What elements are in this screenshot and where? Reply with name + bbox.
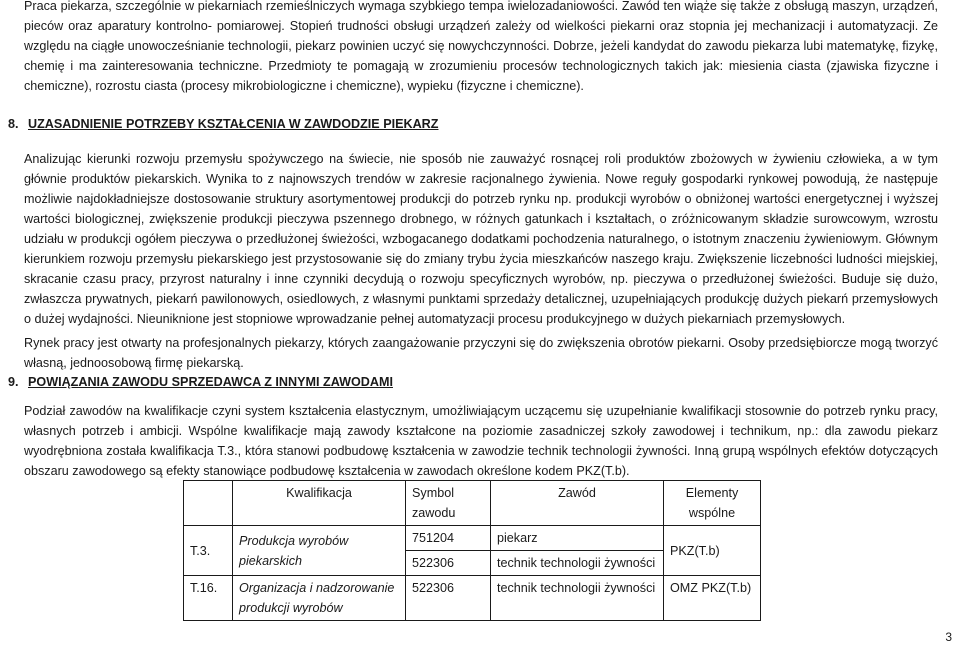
table-cell: 522306	[406, 551, 491, 576]
section-heading-8	[8, 117, 438, 131]
table-header-cell: Zawód	[491, 481, 664, 526]
table-cell: technik technologii żywności	[491, 551, 664, 576]
table-header-row	[184, 481, 761, 526]
table-cell: T.3.	[184, 526, 233, 576]
table-cell: T.16.	[184, 576, 233, 621]
section-title: UZASADNIENIE POTRZEBY KSZTAŁCENIA W ZAWDODZIE PIEKARZ	[28, 117, 439, 131]
table-cell: 522306	[406, 576, 491, 621]
intro-paragraph: Praca piekarza, szczególnie w piekarniach rzemieślniczych wymaga szybkiego tempa iwielozadaniowości. Zawód ten wiąże się także z obsługą maszyn, urządzeń, pieców oraz aparatury kontrolno- pomiarowej. Stopień trudności obsługi urządzeń zależy od wielkości piekarni oraz stopnia jej mechanizacji i automatyzacji. Ze względu na ciągłe unowocześnianie technologii, piekarz powinien uczyć się nowychczynności. Dobrze, jeżeli kandydat do zawodu piekarza lubi matematykę, fizykę, chemię i ma zainteresowania techniczne. Przedmioty te pomagają w zrozumieniu procesów technologicznych takich jak: miesienia ciasta (zjawiska fizyczne i chemiczne), rozrostu ciasta (procesy mikrobiologiczne i chemiczne), wypieku (fizyczne i chemiczne).	[24, 0, 938, 93]
page-number: 3	[945, 630, 952, 644]
table-header-cell: Elementy wspólne	[664, 481, 761, 526]
table-row	[184, 576, 761, 621]
table-cell: piekarz	[491, 526, 664, 551]
table-cell: 751204	[406, 526, 491, 551]
table-header-cell	[184, 481, 233, 526]
section-number: 8.	[8, 117, 19, 131]
table-cell: PKZ(T.b)	[664, 526, 761, 576]
table-cell: technik technologii żywności	[491, 576, 664, 621]
section-8-paragraph-2: Rynek pracy jest otwarty na profesjonalnych piekarzy, których zaangażowanie przyczyni się do zwiększenia obrotów piekarni. Osoby przedsiębiorcze mogą tworzyć własną, jednoosobową firmę piekarską.	[24, 336, 938, 370]
table-header-cell: Kwalifikacja	[233, 481, 406, 526]
section-8-paragraph-1: Analizując kierunki rozwoju przemysłu spożywczego na świecie, nie sposób nie zauważyć rosnącej roli produktów zbożowych w żywieniu człowieka, a w tym głównie produktów piekarskich. Wynika to z najnowszych trendów w zakresie racjonalnego żywienia. Nowe reguły gospodarki rynkowej powodują, że następuje możliwie najdokładniejsze dostosowanie struktury asortymentowej produkcji do potrzeb rynku np. produkcji wyrobów o obniżonej wartości energetycznej i wyższej wartości biologicznej, zwiększenie produkcji pieczywa pszennego drobnego, w różnych gatunkach i kształtach, o zróżnicowanym składzie surowcowym, wzrostu udziału w produkcji ogółem pieczywa o przedłużonej świeżości, wzbogacanego dodatkami pochodzenia naturalnego, o istotnym znaczeniu żywieniowym. Głównym kierunkiem rozwoju przemysłu piekarskiego jest przystosowanie się do zmiany trybu życia mieszkańców naszego kraju. Zwiększenie liczebności ludności miejskiej, skracanie czasu pracy, przyrost naturalny i inne czynniki decydują o rozwoju specyficznych wyrobów, np. pieczywa o przedłużonej świeżości. Buduje się dużo, zwłaszcza prywatnych, piekarń pawilonowych, osiedlowych, z własnymi punktami sprzedaży detalicznej, uzupełniających produkcję dużych piekarń przemysłowych o dużej wydajności. Nieuniknione jest stopniowe wprowadzanie pełnej automatyzacji procesu produkcyjnego w dużych piekarniach przemysłowych.	[24, 152, 938, 326]
section-9-paragraph: Podział zawodów na kwalifikacje czyni system kształcenia elastycznym, umożliwiającym uczącemu się uzupełnianie kwalifikacji stosownie do potrzeb rynku pracy, własnych potrzeb i ambicji. Wspólne kwalifikacje mają zawody kształcone na poziomie zasadniczej szkoły zawodowej i technikum, np.: dla zawodu piekarz wyodrębniona została kwalifikacja T.3., która stanowi podbudowę kształcenia w zawodzie technik technologii żywności. Inną grupą wspólnych efektów dotyczących obszaru zawodowego są efekty stanowiące podbudowę kształcenia w zawodach określone kodem PKZ(T.b).	[24, 404, 938, 478]
qualifications-table	[183, 480, 761, 621]
section-heading-9	[8, 375, 393, 389]
section-title: POWIĄZANIA ZAWODU SPRZEDAWCA Z INNYMI ZAWODAMI	[28, 375, 393, 389]
table-cell: Produkcja wyrobów piekarskich	[233, 526, 406, 576]
table-cell: Organizacja i nadzorowanie produkcji wyrobów	[233, 576, 406, 621]
section-number: 9.	[8, 375, 19, 389]
table-row	[184, 526, 761, 551]
table-cell: OMZ PKZ(T.b)	[664, 576, 761, 621]
table-header-cell: Symbol zawodu	[406, 481, 491, 526]
